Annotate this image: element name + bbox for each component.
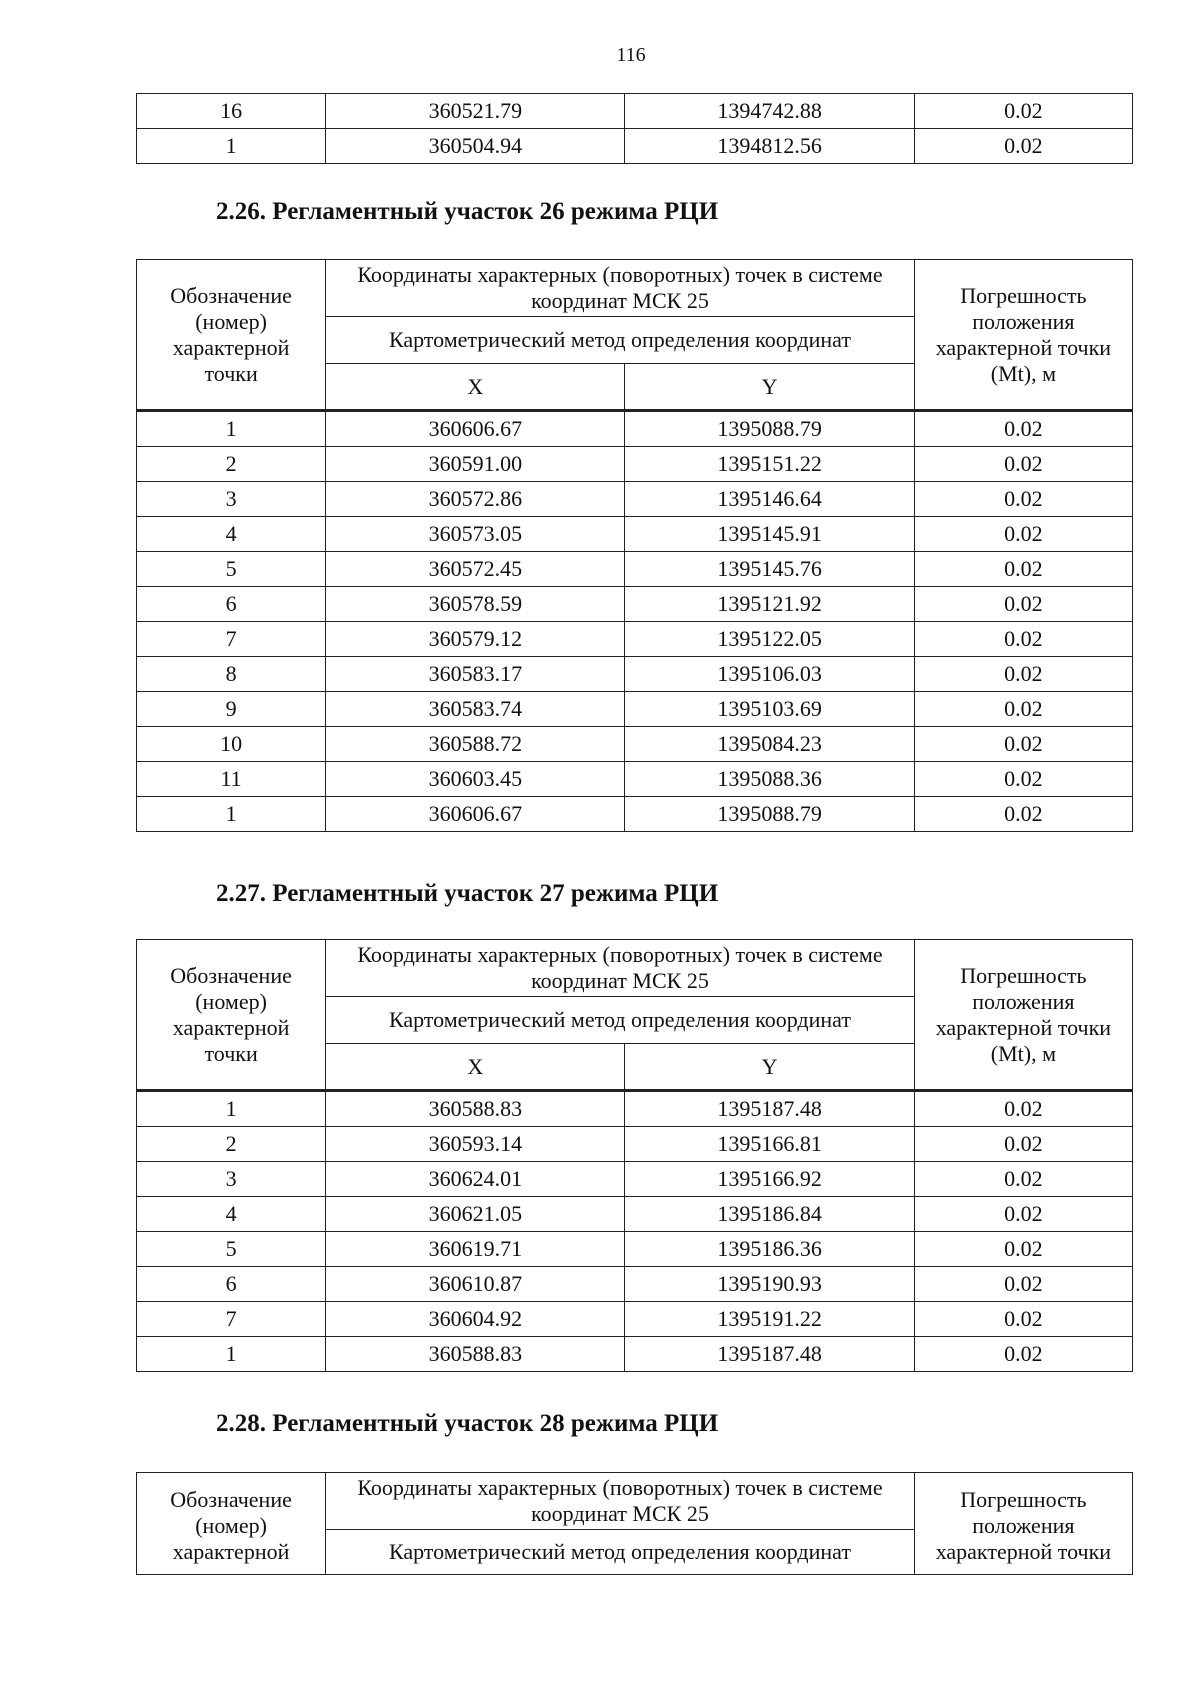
- error-cell: 0.02: [914, 1267, 1132, 1302]
- page-number: 116: [616, 44, 646, 66]
- y-cell: 1395103.69: [625, 692, 914, 727]
- y-cell: 1395088.79: [625, 797, 914, 832]
- point-id-cell: 1: [137, 1337, 326, 1372]
- table-row: [137, 129, 1133, 164]
- error-cell: 0.02: [914, 411, 1132, 447]
- table-row: [137, 797, 1133, 832]
- error-cell: 0.02: [914, 1302, 1132, 1337]
- point-id-cell: 2: [137, 1127, 326, 1162]
- section-27-table: [136, 939, 1133, 1372]
- section-26-heading: 2.26. Регламентный участок 26 режима РЦИ: [216, 198, 719, 225]
- error-cell: 0.02: [914, 1197, 1132, 1232]
- header-coordinates: Координаты характерных (поворотных) точек в системе координат МСК 25: [326, 1473, 915, 1530]
- header-point-id: Обозначение (номер) характерной: [137, 1473, 326, 1575]
- header-error: Погрешность положения характерной точки: [914, 1473, 1132, 1575]
- point-id-cell: 11: [137, 762, 326, 797]
- y-cell: 1395186.36: [625, 1232, 914, 1267]
- point-id-cell: 4: [137, 517, 326, 552]
- x-cell: 360588.83: [326, 1337, 625, 1372]
- y-cell: 1395187.48: [625, 1091, 914, 1127]
- point-id-cell: 4: [137, 1197, 326, 1232]
- x-cell: 360619.71: [326, 1232, 625, 1267]
- x-cell: 360579.12: [326, 622, 625, 657]
- header-error: Погрешность положения характерной точки (Mt), м: [914, 260, 1132, 411]
- error-cell: 0.02: [914, 1091, 1132, 1127]
- point-id-cell: 8: [137, 657, 326, 692]
- point-id-cell: 1: [137, 797, 326, 832]
- point-id-cell: 5: [137, 1232, 326, 1267]
- table-row: [137, 762, 1133, 797]
- table-row: [137, 1197, 1133, 1232]
- header-method: Картометрический метод определения координат: [326, 1530, 915, 1575]
- error-cell: 0.02: [914, 552, 1132, 587]
- table-row: [137, 411, 1133, 447]
- table-row: [137, 1232, 1133, 1267]
- header-coordinates: Координаты характерных (поворотных) точек в системе координат МСК 25: [326, 260, 915, 317]
- table-row: [137, 94, 1133, 129]
- error-cell: 0.02: [914, 797, 1132, 832]
- table-row: [137, 1337, 1133, 1372]
- error-cell: 0.02: [914, 762, 1132, 797]
- x-cell: 360573.05: [326, 517, 625, 552]
- y-cell: 1395187.48: [625, 1337, 914, 1372]
- table-row: [137, 1302, 1133, 1337]
- table-row: [137, 622, 1133, 657]
- y-cell: 1395106.03: [625, 657, 914, 692]
- y-cell: 1395166.92: [625, 1162, 914, 1197]
- x-cell: 360572.86: [326, 482, 625, 517]
- section-28-table: [136, 1472, 1133, 1575]
- point-id-cell: 3: [137, 1162, 326, 1197]
- x-cell: 360591.00: [326, 447, 625, 482]
- section-27-heading: 2.27. Регламентный участок 27 режима РЦИ: [216, 880, 719, 907]
- table-row: [137, 482, 1133, 517]
- table-row: [137, 517, 1133, 552]
- header-error: Погрешность положения характерной точки (Mt), м: [914, 940, 1132, 1091]
- error-cell: 0.02: [914, 1232, 1132, 1267]
- error-cell: 0.02: [914, 94, 1132, 129]
- table-row: [137, 1127, 1133, 1162]
- point-id-cell: 1: [137, 129, 326, 164]
- y-cell: 1395122.05: [625, 622, 914, 657]
- header-point-id: Обозначение (номер) характерной точки: [137, 940, 326, 1091]
- x-cell: 360572.45: [326, 552, 625, 587]
- error-cell: 0.02: [914, 727, 1132, 762]
- section-26-table: [136, 259, 1133, 832]
- point-id-cell: 2: [137, 447, 326, 482]
- error-cell: 0.02: [914, 657, 1132, 692]
- header-y: Y: [625, 364, 914, 411]
- x-cell: 360504.94: [326, 129, 625, 164]
- table-row: [137, 552, 1133, 587]
- table-row: [137, 447, 1133, 482]
- x-cell: 360603.45: [326, 762, 625, 797]
- point-id-cell: 16: [137, 94, 326, 129]
- header-point-id: Обозначение (номер) характерной точки: [137, 260, 326, 411]
- table-row: [137, 1162, 1133, 1197]
- table-row: [137, 727, 1133, 762]
- table-row: [137, 692, 1133, 727]
- error-cell: 0.02: [914, 622, 1132, 657]
- point-id-cell: 7: [137, 1302, 326, 1337]
- x-cell: 360588.83: [326, 1091, 625, 1127]
- error-cell: 0.02: [914, 517, 1132, 552]
- y-cell: 1395121.92: [625, 587, 914, 622]
- error-cell: 0.02: [914, 482, 1132, 517]
- y-cell: 1395151.22: [625, 447, 914, 482]
- header-x: X: [326, 1044, 625, 1091]
- x-cell: 360624.01: [326, 1162, 625, 1197]
- x-cell: 360521.79: [326, 94, 625, 129]
- error-cell: 0.02: [914, 1162, 1132, 1197]
- y-cell: 1394812.56: [625, 129, 914, 164]
- y-cell: 1395145.91: [625, 517, 914, 552]
- error-cell: 0.02: [914, 587, 1132, 622]
- y-cell: 1395190.93: [625, 1267, 914, 1302]
- y-cell: 1395186.84: [625, 1197, 914, 1232]
- error-cell: 0.02: [914, 1337, 1132, 1372]
- y-cell: 1394742.88: [625, 94, 914, 129]
- x-cell: 360621.05: [326, 1197, 625, 1232]
- header-coordinates: Координаты характерных (поворотных) точек в системе координат МСК 25: [326, 940, 915, 997]
- x-cell: 360588.72: [326, 727, 625, 762]
- continuation-table: [136, 93, 1133, 164]
- table-row: [137, 1091, 1133, 1127]
- table-row: [137, 657, 1133, 692]
- point-id-cell: 7: [137, 622, 326, 657]
- y-cell: 1395146.64: [625, 482, 914, 517]
- error-cell: 0.02: [914, 692, 1132, 727]
- y-cell: 1395145.76: [625, 552, 914, 587]
- x-cell: 360593.14: [326, 1127, 625, 1162]
- header-method: Картометрический метод определения координат: [326, 317, 915, 364]
- header-method: Картометрический метод определения координат: [326, 997, 915, 1044]
- x-cell: 360606.67: [326, 797, 625, 832]
- x-cell: 360604.92: [326, 1302, 625, 1337]
- x-cell: 360578.59: [326, 587, 625, 622]
- table-row: [137, 587, 1133, 622]
- error-cell: 0.02: [914, 447, 1132, 482]
- x-cell: 360583.74: [326, 692, 625, 727]
- point-id-cell: 10: [137, 727, 326, 762]
- y-cell: 1395088.36: [625, 762, 914, 797]
- table-row: [137, 1267, 1133, 1302]
- point-id-cell: 3: [137, 482, 326, 517]
- y-cell: 1395166.81: [625, 1127, 914, 1162]
- header-x: X: [326, 364, 625, 411]
- x-cell: 360606.67: [326, 411, 625, 447]
- y-cell: 1395084.23: [625, 727, 914, 762]
- header-y: Y: [625, 1044, 914, 1091]
- point-id-cell: 5: [137, 552, 326, 587]
- error-cell: 0.02: [914, 1127, 1132, 1162]
- section-28-heading: 2.28. Регламентный участок 28 режима РЦИ: [216, 1410, 719, 1437]
- y-cell: 1395088.79: [625, 411, 914, 447]
- point-id-cell: 1: [137, 1091, 326, 1127]
- point-id-cell: 1: [137, 411, 326, 447]
- point-id-cell: 6: [137, 587, 326, 622]
- error-cell: 0.02: [914, 129, 1132, 164]
- point-id-cell: 6: [137, 1267, 326, 1302]
- x-cell: 360610.87: [326, 1267, 625, 1302]
- x-cell: 360583.17: [326, 657, 625, 692]
- y-cell: 1395191.22: [625, 1302, 914, 1337]
- point-id-cell: 9: [137, 692, 326, 727]
